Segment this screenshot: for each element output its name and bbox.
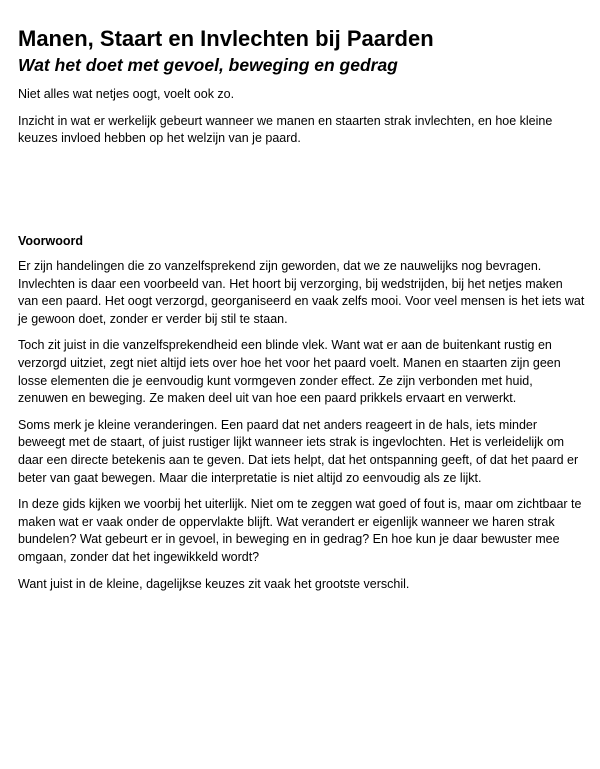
paragraph: Soms merk je kleine veranderingen. Een paard dat net anders reageert in de hals, iets minder beweegt met de staart, of juist rustiger lijkt wanneer iets strak is ingevlochten. Het is verleidelijk om daar een directe betekenis aan te geven. Dat iets helpt, dat het ontspanning geeft, of dat het paard er beter van gaat bewegen. Maar die interpretatie is niet altijd zo eenvoudig als ze lijkt.	[18, 417, 579, 485]
paragraph: In deze gids kijken we voorbij het uiterlijk. Niet om te zeggen wat goed of fout is, maar om zichtbaar te maken wat er vaak onder de oppervlakte blijft. Wat verandert er eigenlijk wanneer we haren strak bundelen? Wat gebeurt er in gevoel, in beweging en in gedrag? En hoe kun je daar bewuster mee omgaan, zonder dat het ingewikkeld wordt?	[18, 497, 582, 564]
section-heading-voorwoord: Voorwoord	[18, 234, 84, 248]
document-subtitle: Wat het doet met gevoel, beweging en gedrag	[18, 55, 398, 75]
document-title: Manen, Staart en Invlechten bij Paarden	[18, 26, 434, 51]
paragraph: Toch zit juist in die vanzelfsprekendheid een blinde vlek. Want wat er aan de buitenkant rustig en verzorgd uitziet, zegt niet altijd iets over hoe het voor het paard voelt. Manen en staarten zijn geen losse elementen die je eenvoudig kunt vormgeven zonder effect. Ze zijn verbonden met huid, zenuwen en beweging. Ze maken deel uit van hoe een paard prikkels ervaart en verwerkt.	[18, 338, 561, 406]
paragraph: Want juist in de kleine, dagelijkse keuzes zit vaak het grootste verschil.	[18, 576, 410, 591]
voorwoord-body	[18, 258, 586, 602]
intro-tagline: Niet alles wat netjes oogt, voelt ook zo.	[18, 87, 235, 101]
intro-description: Inzicht in wat er werkelijk gebeurt wanneer we manen en staarten strak invlechten, en hoe kleine keuzes invloed hebben op het welzijn van je paard.	[18, 114, 553, 145]
paragraph: Er zijn handelingen die zo vanzelfsprekend zijn geworden, dat we ze nauwelijks nog bevragen. Invlechten is daar een voorbeeld van. Het hoort bij verzorging, bij wedstrijden, bij het netjes maken van een paard. Het oogt verzorgd, georganiseerd en vaak zelfs mooi. Voor veel mensen is het iets wat je gewoon doet, zonder er verder bij stil te staan.	[18, 259, 585, 326]
